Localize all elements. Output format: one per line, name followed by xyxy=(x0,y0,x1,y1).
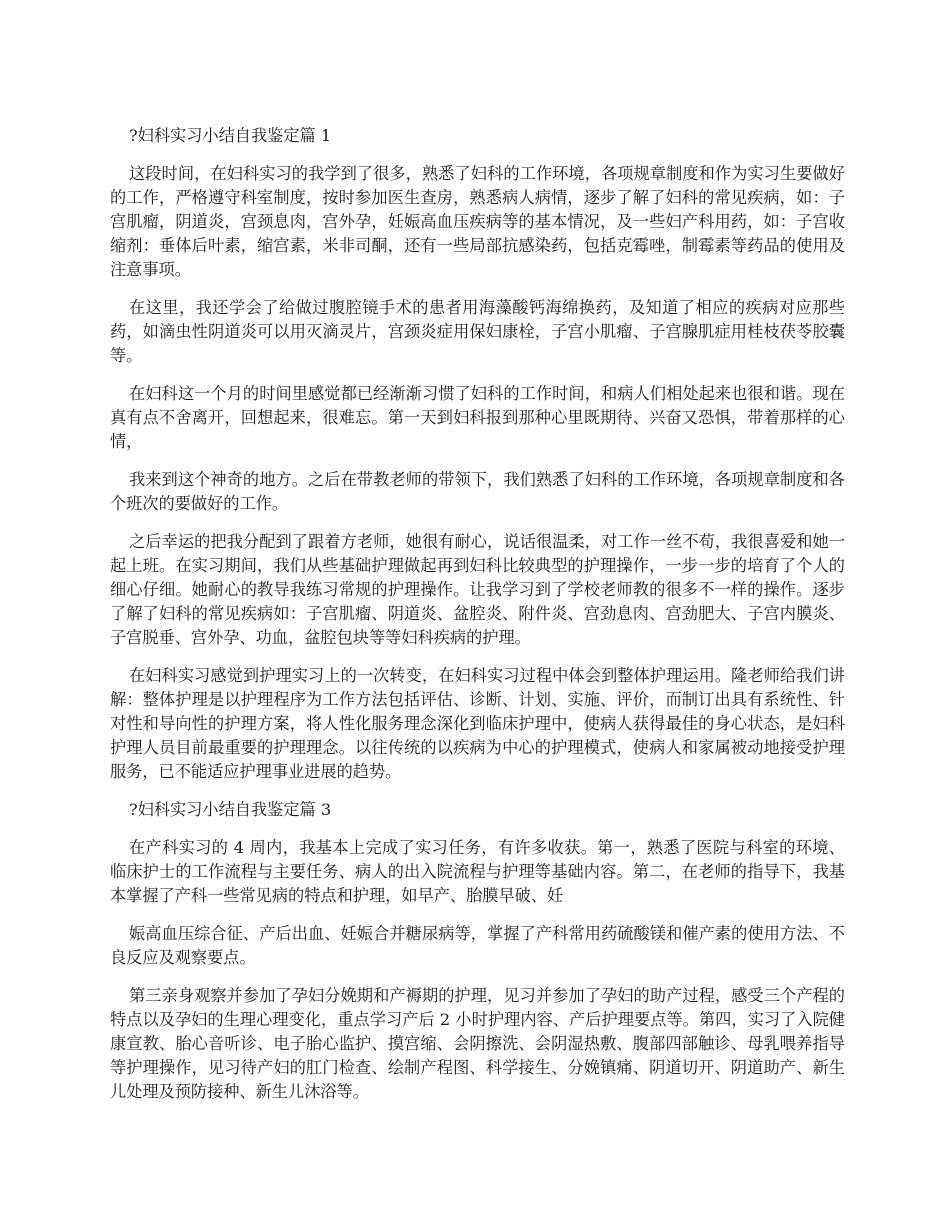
paragraph-3-3: 第三亲身观察并参加了孕妇分娩期和产褥期的护理，见习并参加了孕妇的助产过程，感受三个产程的特点以及孕妇的生理心理变化，重点学习产后 2 小时护理内容、产后护理要点等。第四，实习了入院健康宣教、胎心音听诊、电子胎心监护、摸宫缩、会阴擦洗、会阴湿热敷、腹部四部触诊、母乳喂养指导等护理操作，见习待产妇的肛门检查、绘制产程图、科学接生、分娩镇痛、阴道切开、阴道助产、新生儿处理及预防接种、新生儿沐浴等。 xyxy=(110,986,845,1101)
paragraph-1-2: 在这里，我还学会了给做过腹腔镜手术的患者用海藻酸钙海绵换药，及知道了相应的疾病对应那些药，如滴虫性阴道炎可以用灭滴灵片，宫颈炎症用保妇康栓，子宫小肌瘤、子宫腺肌症用桂枝茯苓胶囊等。 xyxy=(110,298,845,365)
section-heading-3: ?妇科实习小结自我鉴定篇 3 xyxy=(129,800,332,819)
paragraph-3-2: 娠高血压综合征、产后出血、妊娠合并糖尿病等，掌握了产科常用药硫酸镁和催产素的使用方法、不良反应及观察要点。 xyxy=(110,924,845,967)
paragraph-1-3: 在妇科这一个月的时间里感觉都已经渐渐习惯了妇科的工作时间，和病人们相处起来也很和谐。现在真有点不舍离开，回想起来，很难忘。第一天到妇科报到那种心里既期待、兴奋又恐惧，带着那样的心情， xyxy=(110,384,845,451)
paragraph-1-5: 之后幸运的把我分配到了跟着方老师，她很有耐心，说话很温柔，对工作一丝不苟，我很喜爱和她一起上班。在实习期间，我们从些基础护理做起再到妇科比较典型的护理操作，一步一步的培育了个人的细心仔细。她耐心的教导我练习常规的护理操作。让我学习到了学校老师教的很多不一样的操作。逐步了解了妇科的常见疾病如：子宫肌瘤、阴道炎、盆腔炎、附件炎、宫劲息肉、宫劲肥大、子宫内膜炎、子宫脱垂、宫外孕、功血，盆腔包块等等妇科疾病的护理。 xyxy=(110,532,845,647)
paragraph-1-1: 这段时间，在妇科实习的我学到了很多，熟悉了妇科的工作环境，各项规章制度和作为实习生要做好的工作，严格遵守科室制度，按时参加医生查房，熟悉病人病情，逐步了解了妇科的常见疾病，如：子宫肌瘤，阴道炎，宫颈息肉，宫外孕，妊娠高血压疾病等的基本情况，及一些妇产科用药，如：子宫收缩剂：垂体后叶素，缩宫素，米非司酮，还有一些局部抗感染药，包括克霉唑，制霉素等药品的使用及注意事项。 xyxy=(110,164,845,279)
section-heading-1: ?妇科实习小结自我鉴定篇 1 xyxy=(129,126,332,145)
paragraph-1-6: 在妇科实习感觉到护理实习上的一次转变，在妇科实习过程中体会到整体护理运用。隆老师给我们讲解：整体护理是以护理程序为工作方法包括评估、诊断、计划、实施、评价，而制订出具有系统性、针对性和导向性的护理方案，将人性化服务理念深化到临床护理中，使病人获得最佳的身心状态，是妇科护理人员目前最重要的护理理念。以往传统的以疾病为中心的护理模式，使病人和家属被动地接受护理服务，已不能适应护理事业进展的趋势。 xyxy=(110,666,845,781)
paragraph-3-1: 在产科实习的 4 周内，我基本上完成了实习任务，有许多收获。第一，熟悉了医院与科室的环境、临床护士的工作流程与主要任务、病人的出入院流程与护理等基础内容。第二，在老师的指导下，我基本掌握了产科一些常见病的特点和护理，如早产、胎膜早破、妊 xyxy=(110,838,845,905)
paragraph-1-4: 我来到这个神奇的地方。之后在带教老师的带领下，我们熟悉了妇科的工作环境，各项规章制度和各个班次的要做好的工作。 xyxy=(110,470,845,513)
document-body xyxy=(110,124,845,1118)
